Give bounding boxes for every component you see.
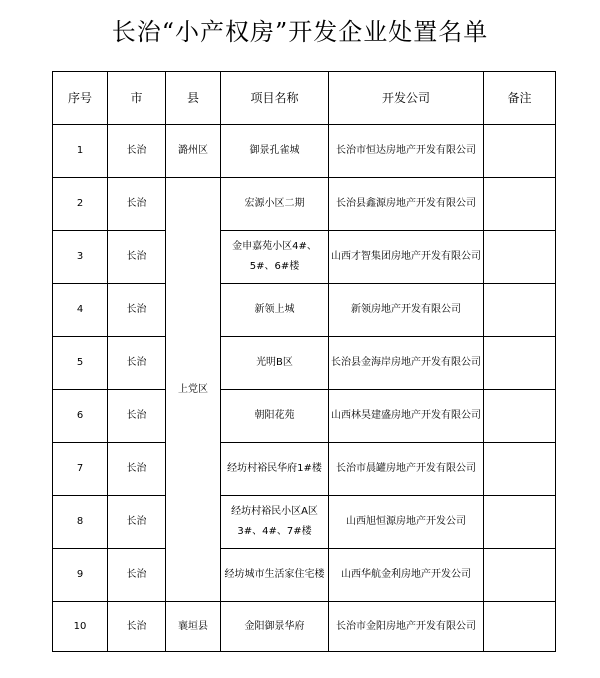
cell-seq: 6 [53,390,108,443]
cell-city: 长治 [108,284,166,337]
cell-city: 长治 [108,602,166,652]
cell-seq: 2 [53,178,108,231]
cell-project: 金阳御景华府 [221,602,329,652]
cell-remark [484,602,556,652]
cell-project: 光明B区 [221,337,329,390]
cell-project: 经坊村裕民华府1#楼 [221,443,329,496]
cell-project: 新领上城 [221,284,329,337]
table-row [53,125,556,178]
header-remark: 备注 [484,72,556,125]
cell-remark [484,549,556,602]
cell-project: 朝阳花苑 [221,390,329,443]
cell-city: 长治 [108,549,166,602]
cell-company: 长治市金阳房地产开发有限公司 [329,602,484,652]
cell-seq: 8 [53,496,108,549]
table-row [53,496,556,549]
cell-county-merged: 上党区 [166,178,221,602]
cell-city: 长治 [108,390,166,443]
cell-county: 潞州区 [166,125,221,178]
cell-seq: 1 [53,125,108,178]
cell-city: 长治 [108,231,166,284]
cell-city: 长治 [108,496,166,549]
cell-seq: 3 [53,231,108,284]
cell-seq: 10 [53,602,108,652]
table-row [53,231,556,284]
cell-remark [484,337,556,390]
header-project: 项目名称 [221,72,329,125]
table-header-row [53,72,556,125]
table-row [53,390,556,443]
cell-project: 经坊村裕民小区A区3#、4#、7#楼 [221,496,329,549]
header-seq: 序号 [53,72,108,125]
cell-remark [484,496,556,549]
cell-company: 山西华航金利房地产开发公司 [329,549,484,602]
cell-company: 新领房地产开发有限公司 [329,284,484,337]
cell-company: 长治市晨罐房地产开发有限公司 [329,443,484,496]
cell-remark [484,390,556,443]
table-row [53,443,556,496]
cell-project: 宏源小区二期 [221,178,329,231]
cell-seq: 5 [53,337,108,390]
table-row [53,602,556,652]
cell-seq: 7 [53,443,108,496]
table-row [53,284,556,337]
cell-company: 山西林昊建盛房地产开发有限公司 [329,390,484,443]
cell-seq: 4 [53,284,108,337]
header-city: 市 [108,72,166,125]
header-company: 开发公司 [329,72,484,125]
cell-company: 长治市恒达房地产开发有限公司 [329,125,484,178]
cell-remark [484,125,556,178]
cell-city: 长治 [108,125,166,178]
cell-company: 山西旭恒源房地产开发公司 [329,496,484,549]
table-row [53,549,556,602]
cell-remark [484,178,556,231]
cell-city: 长治 [108,337,166,390]
disposal-list-table [52,71,556,652]
cell-company: 长治县金海岸房地产开发有限公司 [329,337,484,390]
cell-remark [484,443,556,496]
table-row [53,178,556,231]
page-title: 长治“小产权房”开发企业处置名单 [111,18,489,46]
cell-county: 襄垣县 [166,602,221,652]
cell-company: 山西才智集团房地产开发有限公司 [329,231,484,284]
cell-remark [484,284,556,337]
cell-project: 金申嘉苑小区4#、5#、6#楼 [221,231,329,284]
cell-city: 长治 [108,443,166,496]
cell-project: 御景孔雀城 [221,125,329,178]
cell-company: 长治县鑫源房地产开发有限公司 [329,178,484,231]
cell-city: 长治 [108,178,166,231]
cell-project: 经坊城市生活家住宅楼 [221,549,329,602]
header-county: 县 [166,72,221,125]
cell-remark [484,231,556,284]
cell-seq: 9 [53,549,108,602]
table-row [53,337,556,390]
